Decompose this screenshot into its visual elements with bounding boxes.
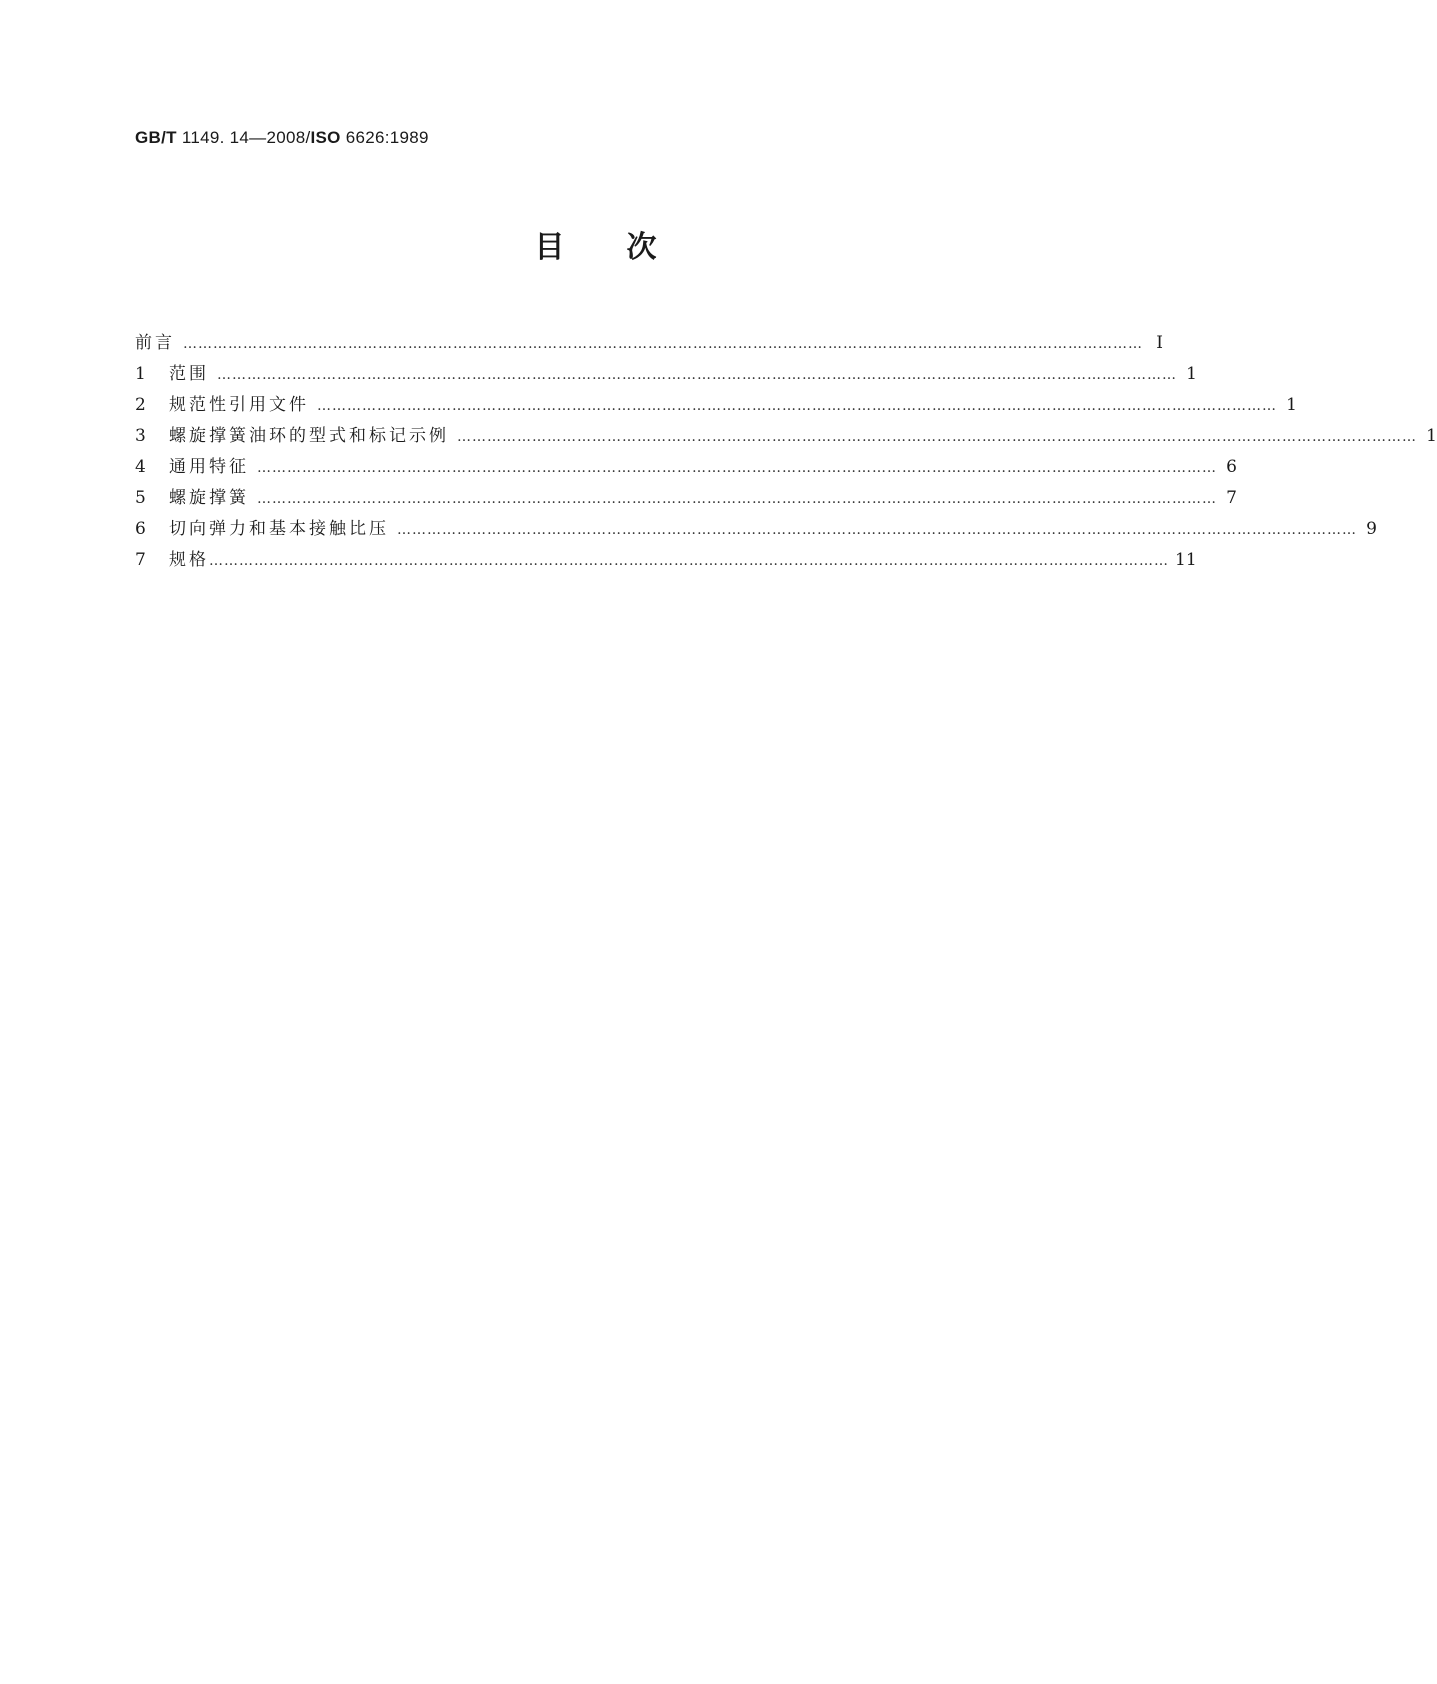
toc-entry-number: 1: [135, 364, 146, 384]
toc-entry-2[interactable]: [135, 390, 1297, 421]
toc-entry-number: 2: [135, 395, 146, 415]
toc-leader-dots: …………………………………………………………………………………………………………………………………………………………………………: [457, 429, 1417, 445]
toc-entry-1[interactable]: [135, 359, 1197, 390]
toc-entry-page: Ⅰ: [1156, 333, 1163, 353]
toc-entry-number: 7: [135, 550, 146, 570]
toc-entry-preface[interactable]: [135, 328, 1163, 359]
toc-entry-page: 6: [1226, 457, 1237, 477]
toc-entry-label: 范围: [169, 364, 209, 384]
toc-entry-7[interactable]: [135, 545, 1197, 576]
toc-entry-label: 螺旋撑簧油环的型式和标记示例: [169, 426, 449, 446]
toc-entry-page: 1: [1426, 426, 1437, 446]
toc-entry-number: 3: [135, 426, 146, 446]
toc-entry-label: 螺旋撑簧: [169, 488, 249, 508]
toc-leader-dots: …………………………………………………………………………………………………………………………………………………………………………: [257, 491, 1217, 507]
page-title: 目次: [534, 230, 719, 265]
toc-leader-dots: …………………………………………………………………………………………………………………………………………………………………………: [317, 398, 1277, 414]
standard-code: GB/T: [135, 128, 177, 147]
iso-number: 6626:1989: [345, 128, 429, 147]
toc-entry-5[interactable]: [135, 483, 1237, 514]
toc-entry-label: 前言: [135, 333, 175, 353]
toc-entry-4[interactable]: [135, 452, 1237, 483]
toc-entry-number: 5: [135, 488, 146, 508]
toc-leader-dots: …………………………………………………………………………………………………………………………………………………………………………: [183, 336, 1143, 352]
toc-entry-page: 9: [1366, 519, 1377, 539]
toc-entry-label: 规范性引用文件: [169, 395, 309, 415]
standard-number: 1149. 14—2008/: [181, 128, 311, 147]
toc-entry-number: 6: [135, 519, 146, 539]
table-of-contents: [135, 328, 1437, 576]
toc-leader-dots: …………………………………………………………………………………………………………………………………………………………………………: [397, 522, 1357, 538]
toc-entry-number: 4: [135, 457, 146, 477]
toc-entry-label: 规格: [169, 550, 209, 570]
document-header: [135, 128, 429, 148]
toc-leader-dots: …………………………………………………………………………………………………………………………………………………………………………: [209, 553, 1169, 569]
iso-code: ISO: [310, 128, 341, 147]
toc-entry-label: 切向弹力和基本接触比压: [169, 519, 389, 539]
toc-entry-page: 1: [1286, 395, 1297, 415]
toc-entry-3[interactable]: [135, 421, 1437, 452]
toc-leader-dots: …………………………………………………………………………………………………………………………………………………………………………: [217, 367, 1177, 383]
toc-entry-page: 7: [1226, 488, 1237, 508]
toc-entry-label: 通用特征: [169, 457, 249, 477]
toc-leader-dots: …………………………………………………………………………………………………………………………………………………………………………: [257, 460, 1217, 476]
toc-entry-page: 1: [1186, 364, 1197, 384]
toc-entry-6[interactable]: [135, 514, 1377, 545]
toc-entry-page: 11: [1175, 550, 1197, 570]
